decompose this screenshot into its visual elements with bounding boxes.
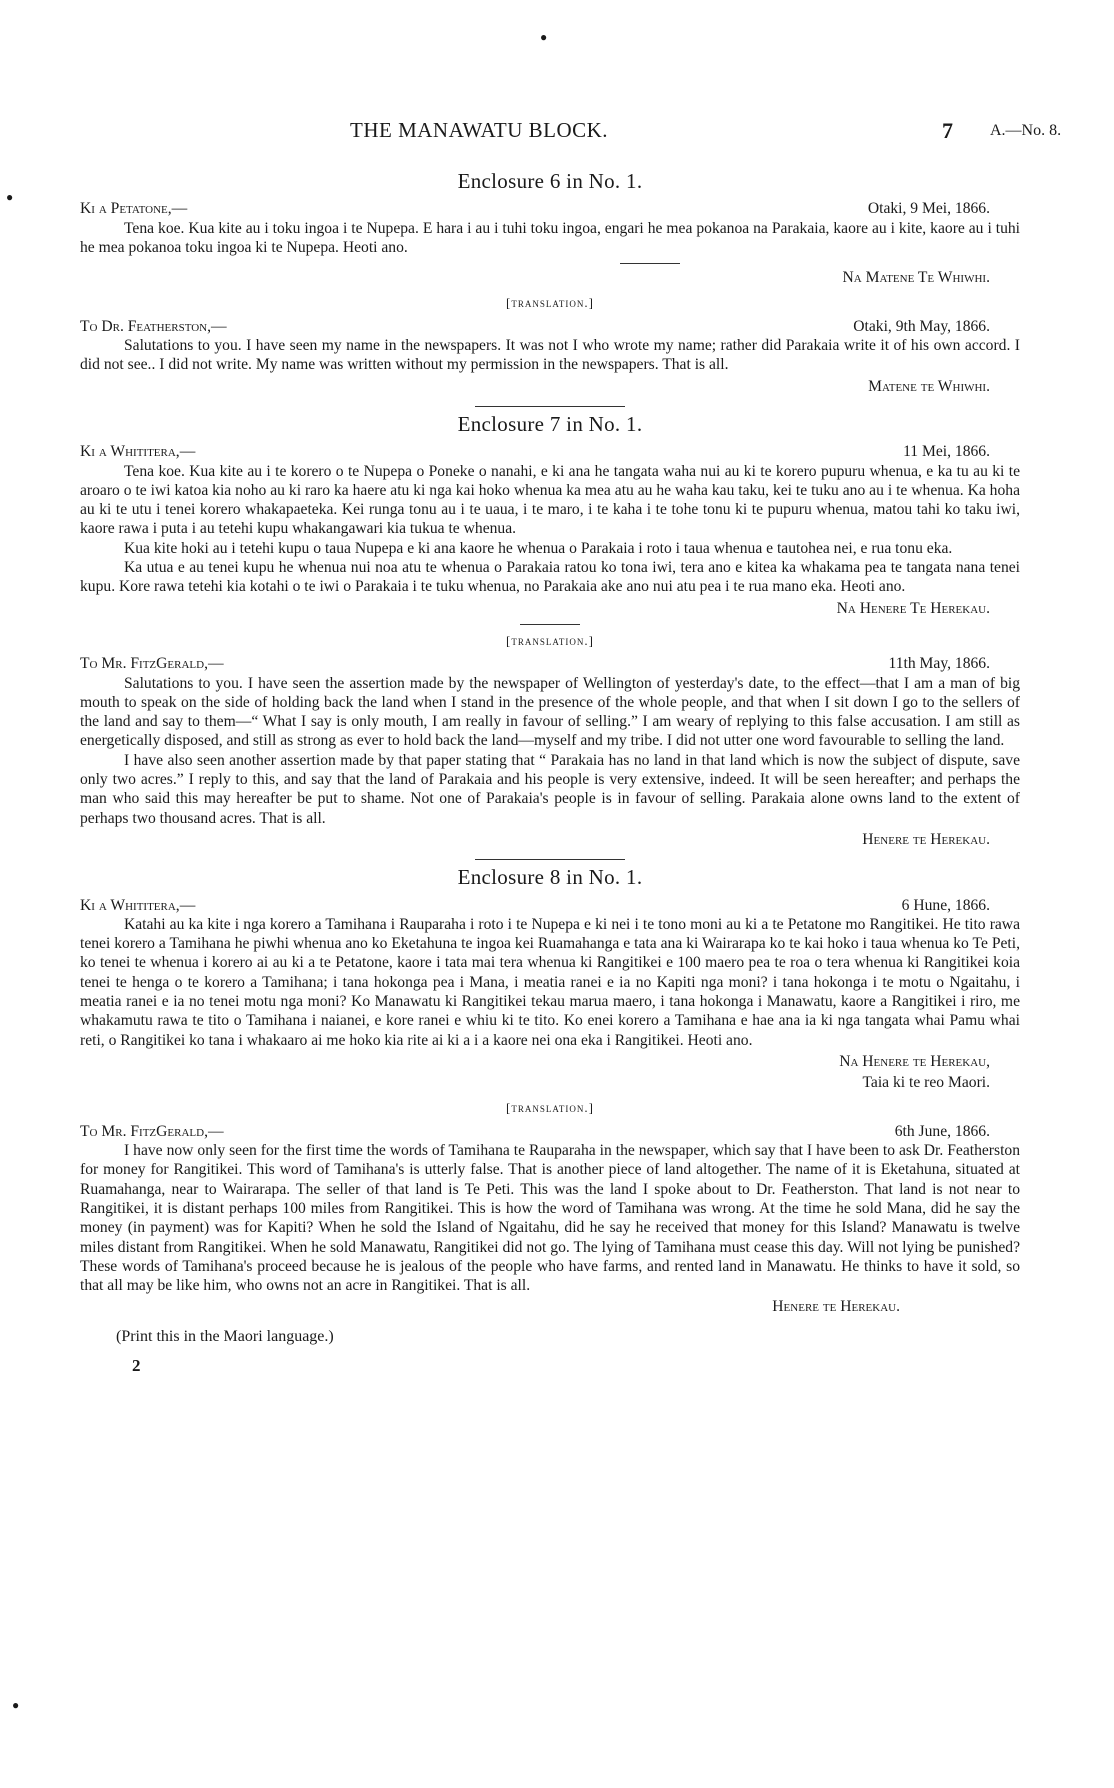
letter-paragraph: Tena koe. Kua kite au i te korero o te Nupepa o Poneke o nanahi, e ki ana he tangata waha nui au ki te korero pupuru whenua, e ka tu au ki te aroaro o te iwi katoa kia noho au ki raro ka haere atu ki nga kai hoko whenua ka mea atu au he waha kau taku, kei te tuku ano au i te whenua. Ka hoha au ki te utu i tenei korero whakapaeteka. Kei runga tonu au i te uaua, i te maro, i te kaha i te tohe tonu ki te pupuru whenua, matou tahi ko taku iwi, kaore rawa i puta i au tetehi kupu whakangawari kia tukua te whenua. [80,462,1020,538]
letter-recipient: To Dr. Featherston,— [80,317,227,335]
enclosure-heading: Enclosure 7 in No. 1. [457,411,643,436]
letter-date: 6 Hune, 1866. [901,896,990,914]
letter-paragraph: Tena koe. Kua kite au i toku ingoa i te Nupepa. E hara i au i tuhi toku ingoa, engari he mea pokanoa na Parakaia, kaore au i kite, kaore au i tuhi he mea pokanoa toku ingoa ki te Nupepa. Heoti ano. [80,219,1020,256]
letter-paragraph: Ka utua e au tenei kupu he whenua nui noa atu te whenua o Parakaia ratou ko tona iwi, tera ano e kitea ka whakama pea te tangata nana tenei kupu. Kore rawa tetehi kia kotahi o te iwi o Parakaia i te tuku whenua, no Parakaia ake ano nui atu pea i te rua mano eka. Heoti ano. [80,559,1020,596]
letter-date: 11 Mei, 1866. [903,443,990,461]
letter-signature: Na Henere te Herekau, [839,1052,990,1070]
letter-signature: Henere te Herekau. [772,1298,900,1316]
letter-signature: Na Henere Te Herekau. [836,599,990,617]
print-instruction: (Print this in the Maori language.) [116,1327,334,1345]
letter-recipient: To Mr. FitzGerald,— [80,1122,224,1140]
ink-dot: ● [12,1698,20,1712]
letter-signature: Na Matene Te Whiwhi. [842,269,990,287]
letter-signature-note: Taia ki te reo Maori. [862,1074,990,1092]
enclosure-8 [80,865,1020,1317]
enclosure-7 [80,411,1020,860]
translation-label: [translation.] [506,295,594,311]
letter-date: 11th May, 1866. [888,655,990,673]
signature-mark: 2 [132,1356,141,1376]
letter-address [80,1122,1020,1141]
letter-address [80,317,1020,336]
document-reference: A.—No. 8. [990,122,1062,139]
running-header [0,118,1114,148]
letter-paragraph: Salutations to you. I have seen the assertion made by the newspaper of Wellington of yesterday's date, to the effect—that I am a man of big mouth to speak on the side of holding back the land when I stand in the presence of the whole people, and that when I sit down I go to the sellers of the land and say to them—“ What I say is only mouth, I am really in favour of selling.” I am weary of replying to this false accusation. I am still as energetically disposed, and still as strong as ever to hold back the land—myself and my tribe. I did not utter one word favourable to selling the land. [80,674,1020,750]
translation-label: [translation.] [506,1100,594,1116]
page-number: 7 [942,118,953,143]
letter-date: 6th June, 1866. [894,1122,990,1140]
letter-address [80,199,1020,218]
document-title: THE MANAWATU BLOCK. [350,118,609,142]
letter-address [80,896,1020,915]
letter-address [80,654,1020,673]
enclosure-6 [80,169,1020,407]
divider [520,624,580,625]
enclosure-heading: Enclosure 8 in No. 1. [457,865,643,890]
letter-recipient: Ki a Whititera,— [80,443,196,461]
divider [620,263,680,264]
translation-label: [translation.] [506,632,594,648]
letter-recipient: To Mr. FitzGerald,— [80,655,224,673]
letter-paragraph: I have now only seen for the first time the words of Tamihana te Rauparaha in the newspaper, which say that I have been to ask Dr. Featherston for money for Rangitikei. This word of Tamihana's is utterly false. That is another piece of land altogether. The name of it is Eketahuna, situated at Ruamahanga, near to Wairarapa. The seller of that land is Te Peti. This was the land I spoke about to Dr. Featherston. That land is not near to Rangitikei, it is distant perhaps 100 miles from Rangitikei. This is how the word of Tamihana was wrong. At the time he sold Mana, did he say the money (in payment) was for Kapiti? When he sold the Island of Ngaitahu, did he say he received that money for this Island? Manawatu is twelve miles distant from Rangitikei. When he sold Manawatu, Rangitikei did not go. The lying of Tamihana must cease this day. Will not lying be punished? These words of Tamihana's proceed because he is jealous of the people who have farms, and rented land in Manawatu. He thinks to have it sold, so that all may be like him, who owns not an acre in Rangitikei. That is all. [80,1142,1020,1295]
letter-signature: Matene te Whiwhi. [868,377,990,395]
letter-recipient: Ki a Petatone,— [80,200,188,218]
letter-paragraph: I have also seen another assertion made by that paper stating that “ Parakaia has no land in that land which is now the subject of dispute, save only two acres.” I reply to this, and say that the land of Parakaia and his people is very extensive, indeed. It will be seen hereafter; and perhaps the man who said this may hereafter be put to shame. Not one of Parakaia's people is in favour of selling. Parakaia alone owns land to the extent of perhaps two thousand acres. That is all. [80,751,1020,827]
letter-recipient: Ki a Whititera,— [80,896,196,914]
section-divider [475,859,625,860]
letter-date: Otaki, 9 Mei, 1866. [867,200,990,218]
ink-dot: ● [6,190,14,204]
ink-dot: ● [540,30,548,44]
letter-paragraph: Salutations to you. I have seen my name in the newspapers. It was not I who wrote my name; rather did Parakaia write it of his own accord. I did not see.. I did not write. My name was written without my permission in the newspapers. That is all. [80,337,1020,374]
letter-paragraph: Kua kite hoki au i tetehi kupu o taua Nupepa e ki ana kaore he whenua o Parakaia i roto i taua whenua e tautohea nei, e rua tonu eka. [124,539,953,557]
document-body [80,168,1020,1375]
letter-signature: Henere te Herekau. [862,830,990,848]
letter-date: Otaki, 9th May, 1866. [853,317,990,335]
letter-paragraph: Katahi au ka kite i nga korero a Tamihana i Rauparaha i roto i te Nupepa e ki nei i te tono moni au ki a te Petatone mo Rangitikei. He tito rawa tenei korero a Tamihana he piwhi whenua ano ko Eketahuna te ingoa kei Ruamahanga e tata ana ki Wairarapa ko te kai hoko i taua whenua ko Te Peti, ko tenei te whenua i korero ai au ki a te Petatone, kaore i tata mai tera whenua ki Rangitikei e 100 maero pea te roa o tera whenua ki Rangitikei koia tenei te henga o te korero a Tamihana; i tana hokonga pea i Mana, i meatia ranei e ia no Kapiti nga moni? i tana hokonga i te motu o Ngaitahu, i meatia ranei e ia no tenei motu nga moni? Ko Manawatu ki Rangitikei tekau marua maero, i tana hokonga i Manawatu, kaore a Rangitikei i riro, me whakamutu rawa te tito o Tamihana i naianei, e kore ranei e whiu ki te tito. Ko enei korero a Tamihana e hae ana ia ki nga tangata whai Pamu whai reti, o Rangitikei ko tana i whakaaro ai me hoko kia rite ai ki a i a kaore nei ona eka i Rangitikei. Heoti ano. [80,915,1020,1049]
enclosure-heading: Enclosure 6 in No. 1. [457,169,643,193]
letter-address [80,442,1020,461]
section-divider [475,406,625,407]
